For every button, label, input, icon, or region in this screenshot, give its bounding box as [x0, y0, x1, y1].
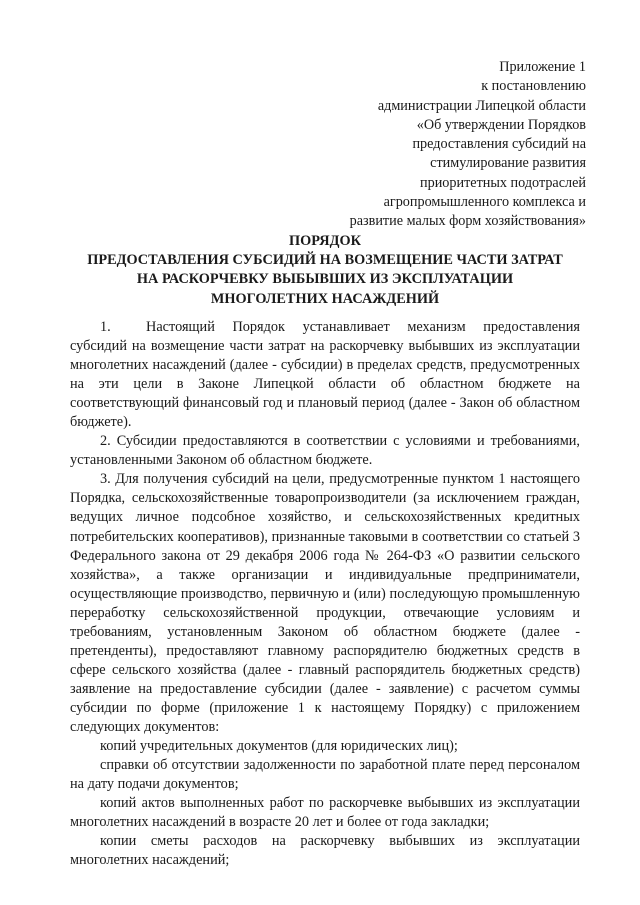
title-heading: ПОРЯДОК — [289, 233, 361, 249]
appendix-line: администрации Липецкой области — [377, 97, 586, 114]
paragraph-1-number: 1. — [100, 319, 111, 335]
appendix-line: «Об утверждении Порядков — [416, 116, 586, 133]
paragraph-2: 2. Субсидии предоставляются в соответствии с условиями и требованиями, установленными Законом об областном бюджете. — [70, 433, 580, 469]
title-line: МНОГОЛЕТНИХ НАСАЖДЕНИЙ — [210, 290, 440, 307]
appendix-line: Приложение 1 — [499, 59, 586, 75]
paragraph-1-text: Настоящий Порядок устанавливает механизм предоставления субсидий на возмещение части затрат на раскорчевку выбывших из эксплуатации многолетних насаждений (далее - субсидии) в пределах средств, предусмотренных на эти цели в Законе Липецкой области об областном бюджете на соответствующий финансовый год и плановый период (далее - Закон об областном бюджете). — [70, 319, 580, 431]
document-body — [70, 318, 580, 870]
title-line: ПРЕДОСТАВЛЕНИЯ СУБСИДИЙ НА ВОЗМЕЩЕНИЕ ЧАСТИ ЗАТРАТ — [87, 252, 563, 269]
appendix-line: предоставления субсидий на — [412, 136, 586, 153]
document-list-item: справки об отсутствии задолженности по заработной плате перед персоналом на дату подачи документов; — [70, 757, 580, 793]
appendix-line: приоритетных подотраслей — [420, 174, 586, 191]
paragraph-3: 3. Для получения субсидий на цели, предусмотренные пунктом 1 настоящего Порядка, сельскохозяйственные товаропроизводители (за исключением граждан, ведущих личное подсобное хозяйство, и сельскохозяйственных кредитных потребительских кооперативов), признанные таковыми в соответствии со статьей 3 Федерального закона от 29 декабря 2006 года № 264-ФЗ «О развитии сельского хозяйства», а также организации и индивидуальные предприниматели, осуществляющие производство, первичную и (или) последующую промышленную переработку сельскохозяйственной продукции, отвечающие условиям и требованиям, установленным Законом об областном бюджете (далее - претенденты), предоставляют главному распорядителю бюджетных средств в сфере сельского хозяйства (далее - главный распорядитель бюджетных средств) заявление на предоставление субсидии (далее - заявление) с расчетом суммы субсидии по форме (приложение 1 к настоящему Порядку) с приложением следующих документов: — [70, 471, 580, 735]
appendix-line: к постановлению — [481, 78, 586, 95]
document-list-item: копий актов выполненных работ по раскорчевке выбывших из эксплуатации многолетних насаждений в возрасте 20 лет и более от года закладки; — [70, 795, 580, 831]
appendix-line: агропромышленного комплекса и — [383, 194, 586, 211]
document-list-item: копий учредительных документов (для юридических лиц); — [100, 738, 458, 755]
appendix-reference — [350, 58, 586, 232]
document-title — [60, 232, 590, 309]
paragraph-1 — [70, 318, 580, 432]
title-line: НА РАСКОРЧЕВКУ ВЫБЫВШИХ ИЗ ЭКСПЛУАТАЦИИ — [136, 271, 514, 288]
appendix-line: развитие малых форм хозяйствования» — [349, 213, 586, 230]
appendix-line: стимулирование развития — [430, 155, 586, 172]
document-list-item: копии сметы расходов на раскорчевку выбывших из эксплуатации многолетних насаждений; — [70, 833, 580, 869]
